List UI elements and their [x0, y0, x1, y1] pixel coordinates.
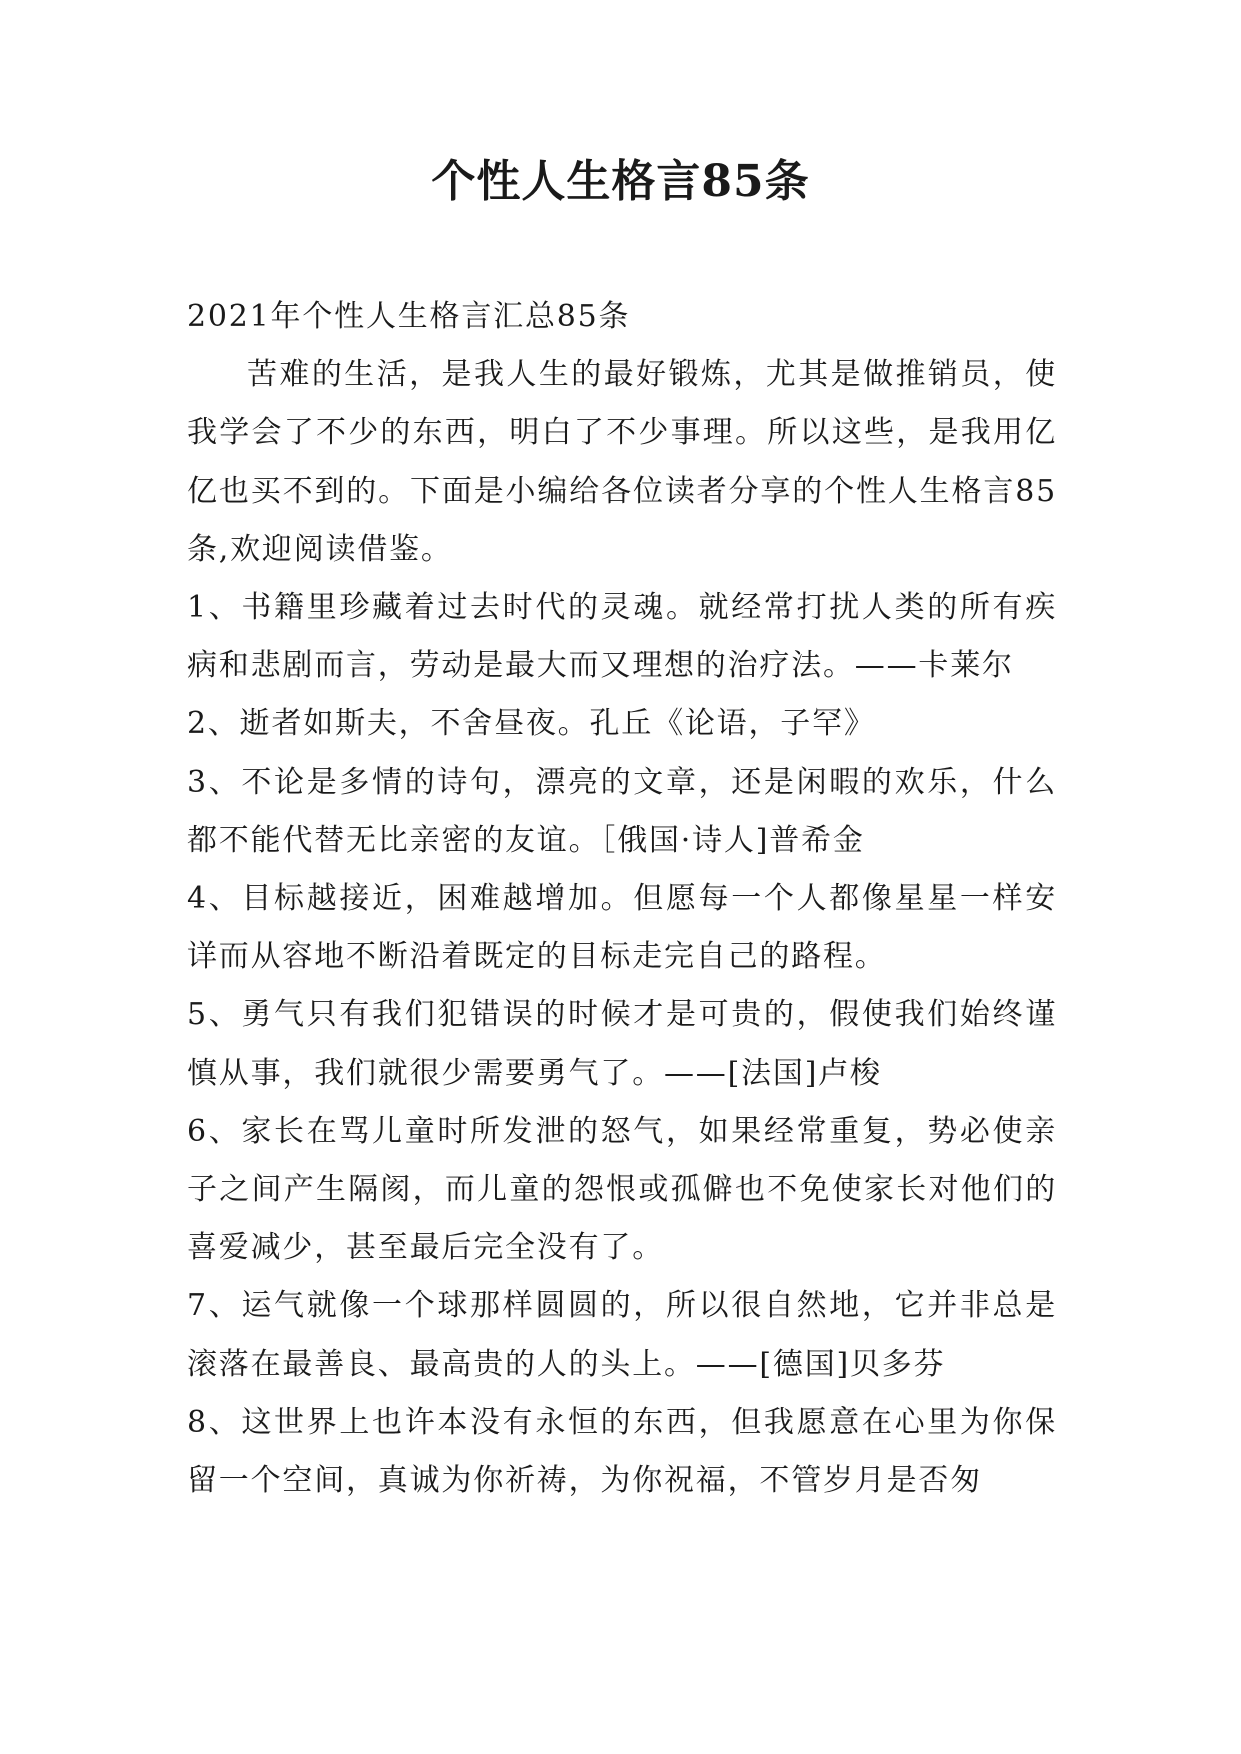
quote-item-8: 8、这世界上也许本没有永恒的东西，但我愿意在心里为你保留一个空间，真诚为你祈祷，为你祝福，不管岁月是否匆 [187, 1404, 1057, 1499]
document-title: 个性人生格言85条 [431, 156, 810, 207]
quote-item-4: 4、目标越接近，困难越增加。但愿每一个人都像星星一样安详而从容地不断沿着既定的目标走完自己的路程。 [187, 881, 1057, 975]
quote-item-2: 2、逝者如斯夫，不舍昼夜。孔丘《论语，子罕》 [187, 706, 876, 742]
document-subtitle: 2021年个性人生格言汇总85条 [187, 299, 631, 334]
quote-item-7: 7、运气就像一个球那样圆圆的，所以很自然地，它并非总是滚落在最善良、最高贵的人的头上。——[德国]贝多芬 [187, 1288, 1057, 1382]
document-body [187, 288, 1057, 1510]
intro-paragraph: 苦难的生活，是我人生的最好锻炼，尤其是做推销员，使我学会了不少的东西，明白了不少事理。所以这些，是我用亿亿也买不到的。下面是小编给各位读者分享的个性人生格言85条,欢迎阅读借鉴。 [187, 357, 1057, 567]
quote-item-1: 1、书籍里珍藏着过去时代的灵魂。就经常打扰人类的所有疾病和悲剧而言，劳动是最大而又理想的治疗法。——卡莱尔 [187, 590, 1057, 684]
quote-item-5: 5、勇气只有我们犯错误的时候才是可贵的，假使我们始终谨慎从事，我们就很少需要勇气了。——[法国]卢梭 [187, 997, 1057, 1091]
quote-item-6: 6、家长在骂儿童时所发泄的怒气，如果经常重复，势必使亲子之间产生隔阂，而儿童的怨恨或孤僻也不免使家长对他们的喜爱减少，甚至最后完全没有了。 [187, 1113, 1057, 1266]
quote-item-3: 3、不论是多情的诗句，漂亮的文章，还是闲暇的欢乐，什么都不能代替无比亲密的友谊。［俄国·诗人]普希金 [187, 764, 1057, 858]
